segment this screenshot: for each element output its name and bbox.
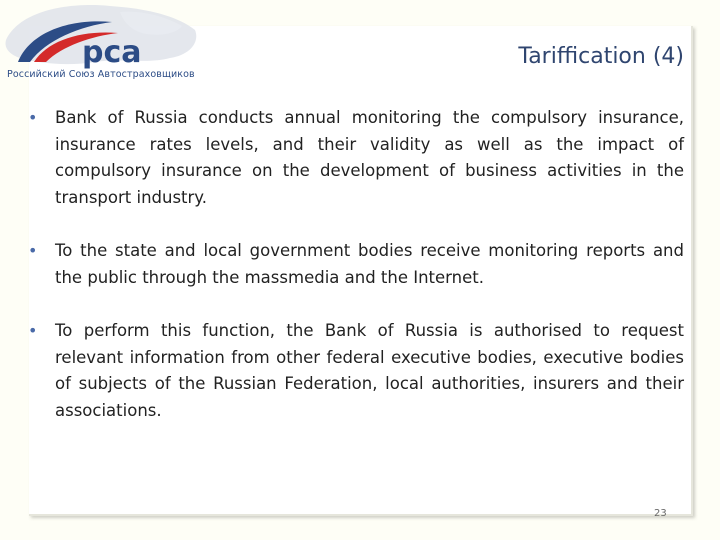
slide-title: Tariffication (4) <box>518 44 684 69</box>
bullet-dot: • <box>28 321 38 340</box>
bullet-dot: • <box>28 241 38 260</box>
rsa-logo <box>0 0 205 90</box>
bullet-item-1 <box>28 105 684 211</box>
page-number: 23 <box>654 508 667 519</box>
bullet-text-1: Bank of Russia conducts annual monitoring the compulsory insurance, insurance rates levels, and their validity as well as the impact of compulsory insurance on the development of business activities in the transport industry. <box>55 108 684 207</box>
bullet-text-2: To the state and local government bodies receive monitoring reports and the public through the massmedia and the Internet. <box>55 241 684 287</box>
bullet-item-3 <box>28 318 684 424</box>
bullet-list <box>28 105 684 451</box>
logo-tagline: Российский Союз Автостраховщиков <box>7 69 195 80</box>
bullet-text-3: To perform this function, the Bank of Russia is authorised to request relevant information from other federal executive bodies, executive bodies of subjects of the Russian Federation, local authorities, insurers and their associations. <box>55 321 684 420</box>
logo-wordmark: рса <box>82 35 142 70</box>
bullet-item-2 <box>28 238 684 291</box>
bullet-dot: • <box>28 108 38 127</box>
